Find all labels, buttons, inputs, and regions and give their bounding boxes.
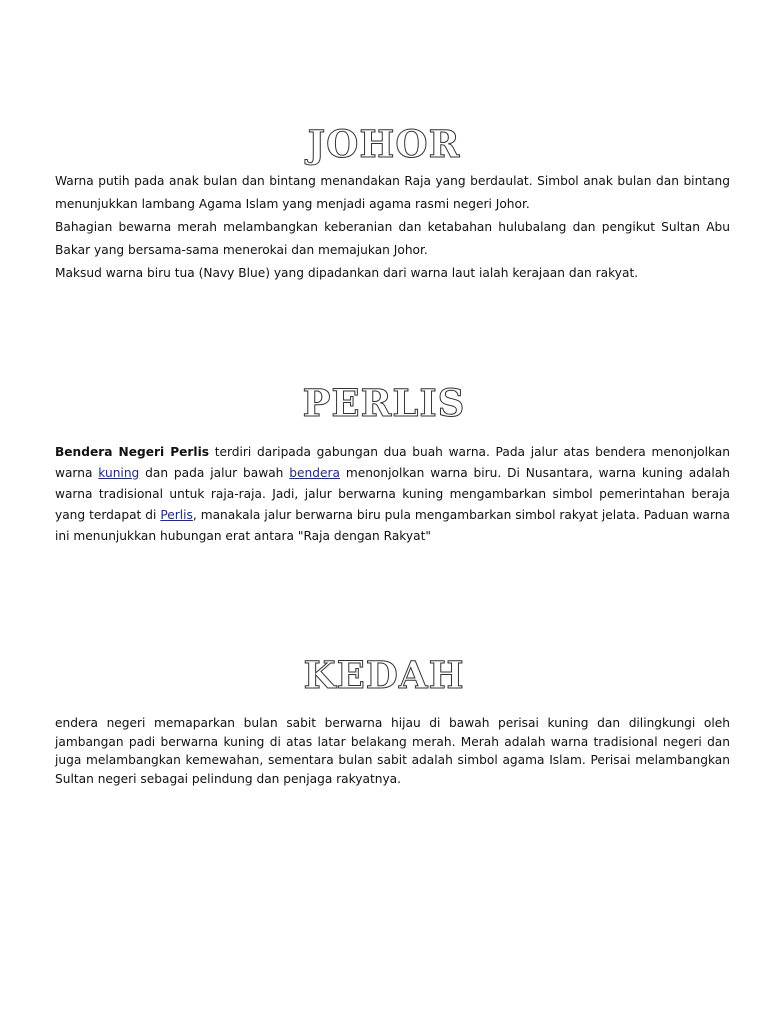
bendera-link[interactable]: bendera: [289, 466, 340, 480]
johor-heading: JOHOR: [307, 122, 461, 166]
kedah-description: [55, 714, 730, 788]
perlis-text-2: dan pada jalur bawah: [139, 466, 290, 480]
johor-paragraph-3: Maksud warna biru tua (Navy Blue) yang dipadankan dari warna laut ialah kerajaan dan rakyat.: [55, 266, 639, 280]
perlis-text-4: , manakala jalur berwarna biru pula mengambarkan simbol rakyat jelata. Paduan warna ini menunjukkan hubungan erat antara "Raja dengan Rakyat": [55, 508, 730, 543]
perlis-paragraph: [55, 442, 730, 547]
perlis-text-3: menonjolkan warna biru. Di Nusantara, warna kuning adalah warna tradisional untuk raja-raja. Jadi, jalur berwarna kuning mengambarkan simbol pemerintahan beraja yang terdapat di: [55, 466, 730, 522]
kedah-heading: KEDAH: [303, 653, 465, 697]
johor-paragraph-2: Bahagian bewarna merah melambangkan keberanian dan ketabahan hulubalang dan pengikut Sultan Abu Bakar yang bersama-sama menerokai dan memajukan Johor.: [55, 220, 730, 257]
kuning-link[interactable]: kuning: [98, 466, 140, 480]
johor-paragraph-1: Warna putih pada anak bulan dan bintang menandakan Raja yang berdaulat. Simbol anak bulan dan bintang menunjukkan lambang Agama Islam yang menjadi agama rasmi negeri Johor.: [55, 174, 730, 211]
perlis-link[interactable]: Perlis: [160, 508, 193, 522]
johor-description: [55, 170, 730, 285]
perlis-heading: PERLIS: [302, 381, 466, 425]
perlis-text-1: terdiri daripada gabungan dua buah warna. Pada jalur atas bendera menonjolkan warna: [55, 445, 730, 480]
kedah-paragraph: endera negeri memaparkan bulan sabit berwarna hijau di bawah perisai kuning dan dilingkungi oleh jambangan padi berwarna kuning di atas latar belakang merah. Merah adalah warna tradisional negeri dan juga melambangkan kemewahan, sementara bulan sabit adalah simbol agama Islam. Perisai melambangkan Sultan negeri sebagai pelindung dan penjaga rakyatnya.: [55, 716, 730, 786]
perlis-bold-lead: Bendera Negeri Perlis: [55, 445, 210, 459]
perlis-description: [55, 442, 730, 547]
